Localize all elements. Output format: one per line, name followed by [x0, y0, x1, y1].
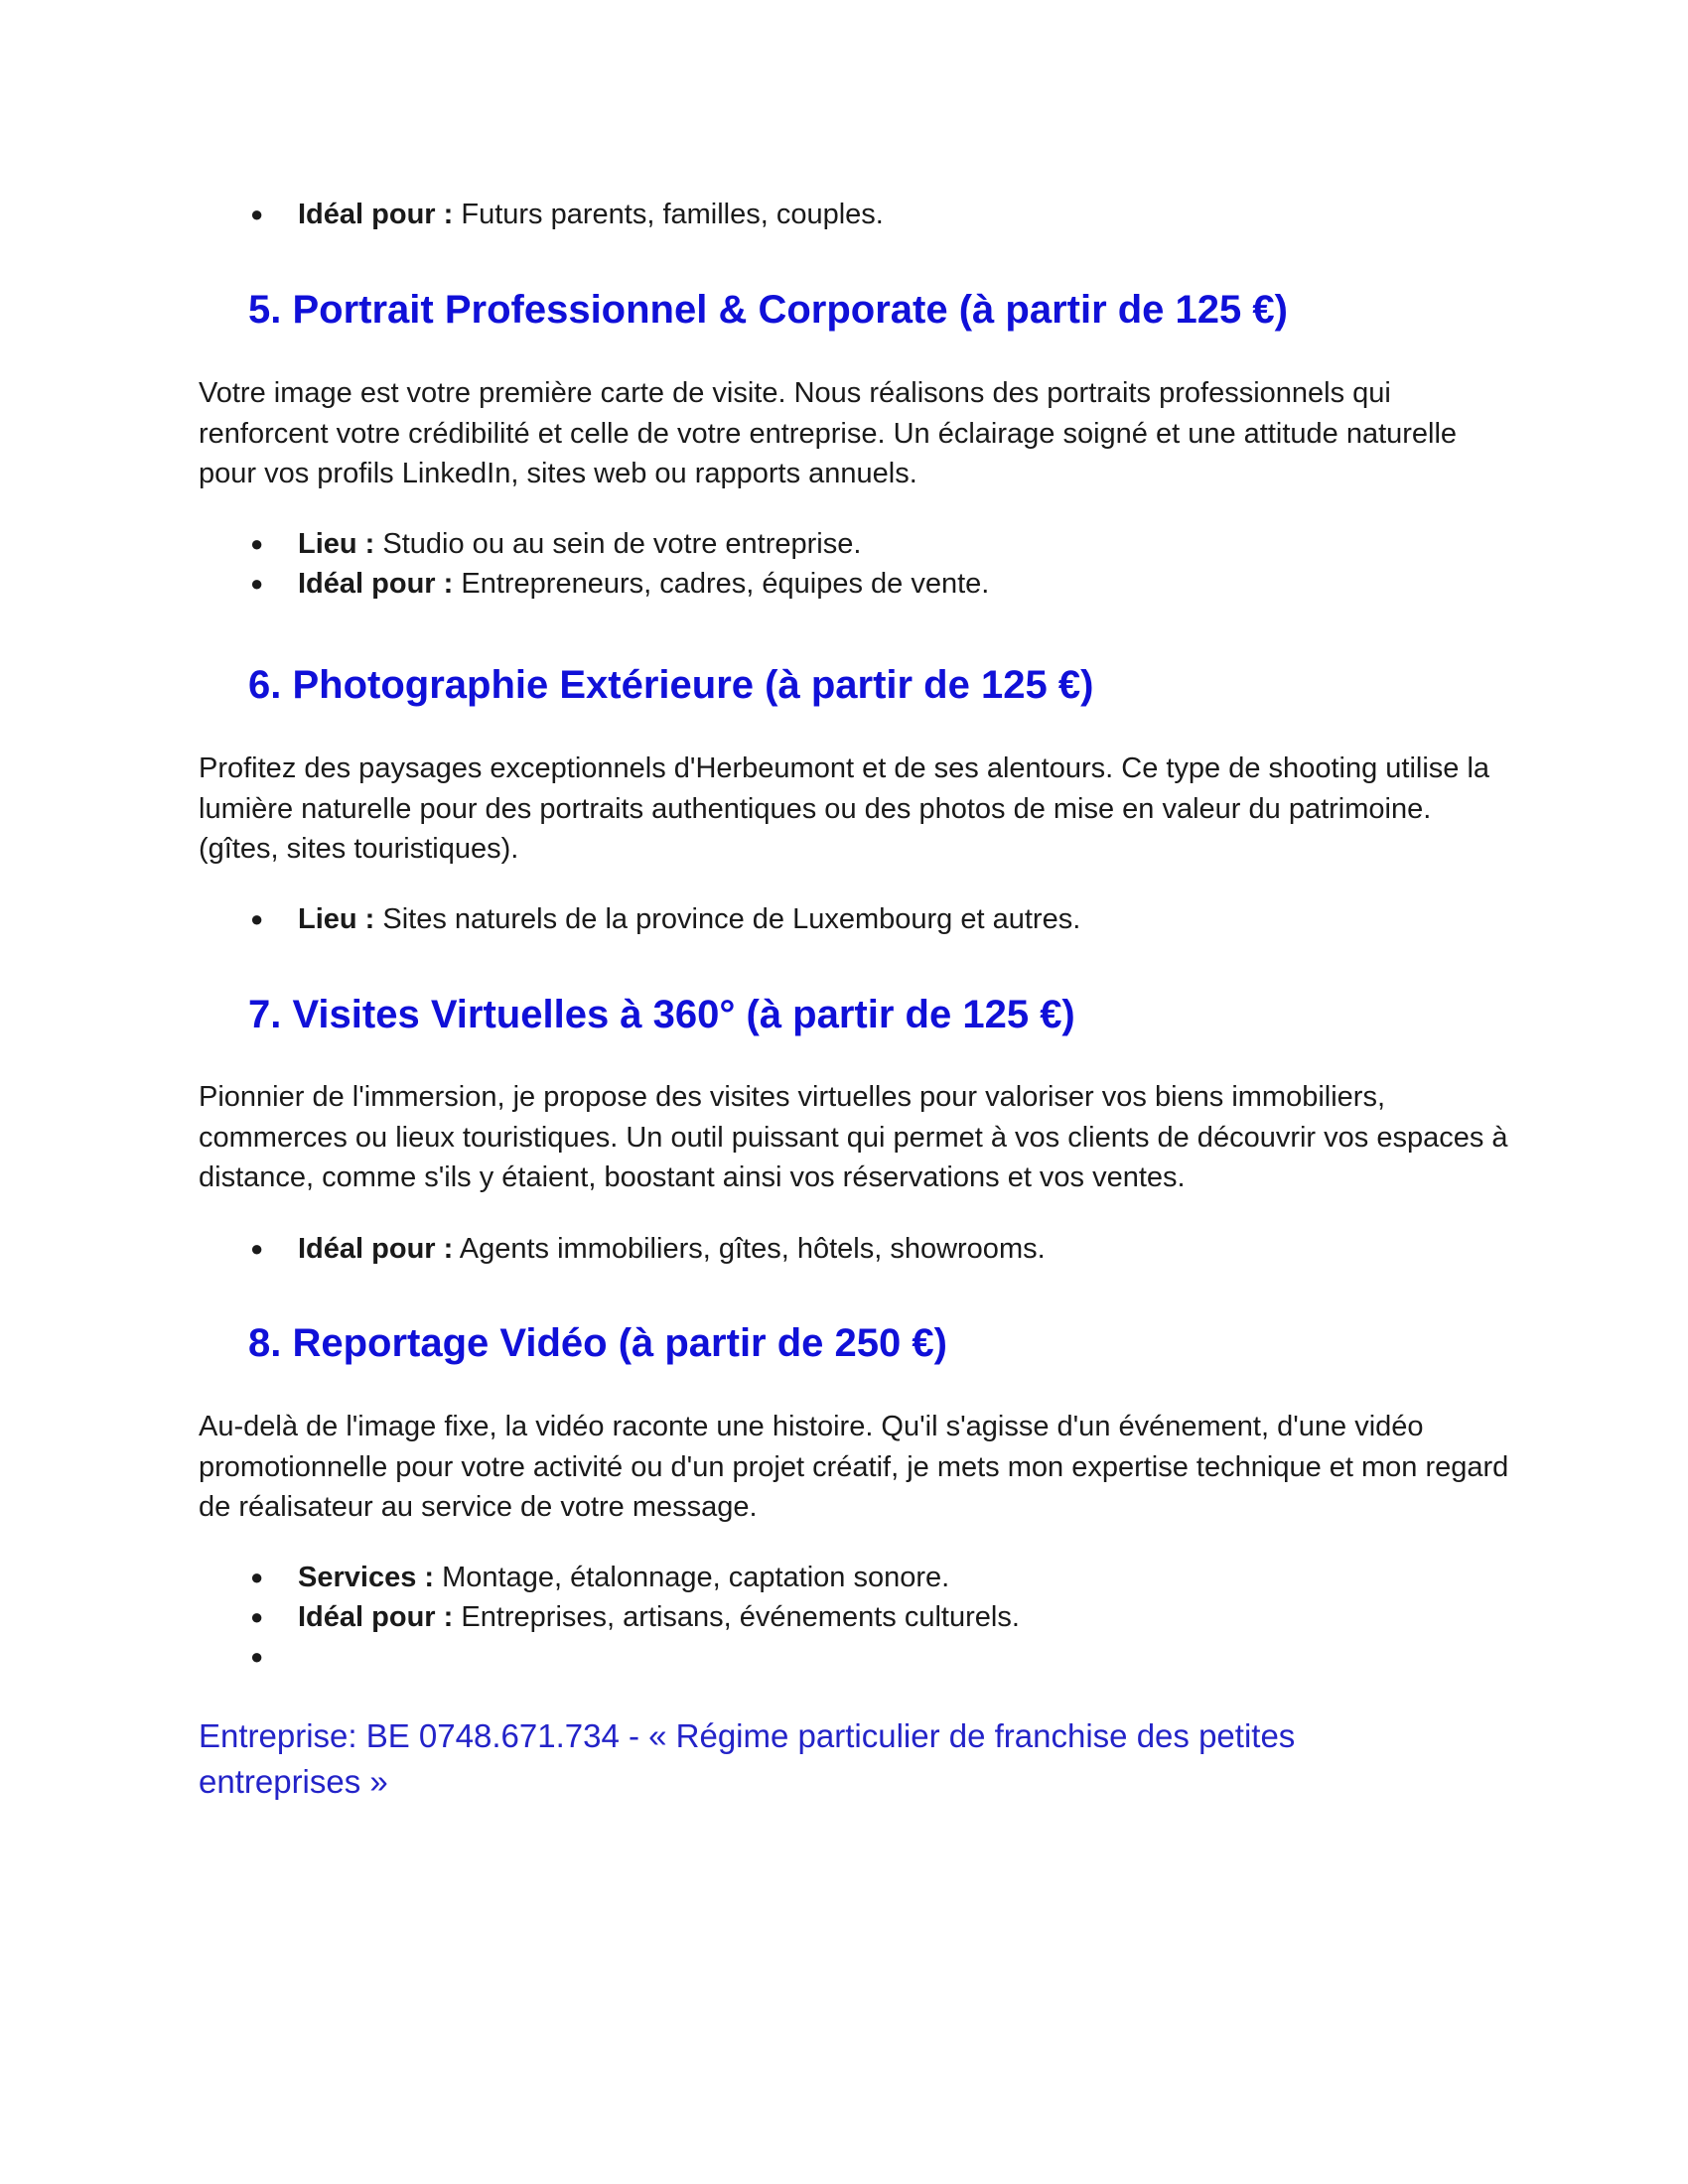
- bullet-text: Futurs parents, familles, couples.: [453, 199, 884, 230]
- bullet-icon: ●: [250, 571, 264, 596]
- section-paragraph-7: Pionnier de l'immersion, je propose des visites virtuelles pour valoriser vos biens immobiliers, commerces ou lieux touristiques. Un outil puissant qui permet à vos clients de découvrir vos espaces à distance, comme s'ils y étaient, boostant ainsi vos réservations et vos ventes.: [199, 1081, 1508, 1193]
- bullet-label: Idéal pour :: [298, 199, 454, 230]
- section-bullets-7: [199, 1229, 1509, 1269]
- bullet-label: Idéal pour :: [298, 1233, 454, 1265]
- list-item: [199, 1597, 1509, 1637]
- section-bullets-8: [199, 1558, 1509, 1677]
- section-heading-7: 7. Visites Virtuelles à 360° (à partir de 125 €): [248, 993, 1075, 1036]
- bullet-icon: ●: [250, 1565, 264, 1589]
- list-item: [199, 524, 1509, 564]
- section-bullets-5: [199, 524, 1509, 604]
- company-note-line-1: Entreprise: BE 0748.671.734 - « Régime particulier de franchise des petites: [199, 1717, 1296, 1754]
- section-paragraph-6: Profitez des paysages exceptionnels d'Herbeumont et de ses alentours. Ce type de shooting utilise la lumière naturelle pour des portraits authentiques ou des photos de mise en valeur du patrimoine. (gîtes, sites touristiques).: [199, 752, 1490, 865]
- top-bullet-list: [199, 195, 1509, 234]
- bullet-icon: ●: [250, 906, 264, 931]
- bullet-text: Sites naturels de la province de Luxembourg et autres.: [374, 903, 1081, 935]
- bullet-text: Studio ou au sein de votre entreprise.: [374, 528, 862, 560]
- list-item: [199, 195, 1509, 234]
- list-item: [199, 1229, 1509, 1269]
- bullet-label: Idéal pour :: [298, 568, 454, 600]
- bullet-icon: ●: [250, 202, 264, 226]
- list-item-empty: [199, 1637, 1509, 1677]
- bullet-text: Agents immobiliers, gîtes, hôtels, showrooms.: [453, 1233, 1046, 1265]
- list-item: [199, 1558, 1509, 1597]
- section-heading-5: 5. Portrait Professionnel & Corporate (à partir de 125 €): [248, 288, 1288, 332]
- bullet-text: Montage, étalonnage, captation sonore.: [434, 1562, 950, 1593]
- company-note-line-2: entreprises »: [199, 1763, 388, 1800]
- bullet-text: Entrepreneurs, cadres, équipes de vente.: [453, 568, 990, 600]
- list-item: [199, 564, 1509, 604]
- bullet-label: Services :: [298, 1562, 435, 1593]
- section-bullets-6: [199, 899, 1509, 939]
- bullet-icon: ●: [250, 1604, 264, 1629]
- bullet-icon: ●: [250, 1644, 264, 1669]
- bullet-text: Entreprises, artisans, événements culturels.: [453, 1601, 1020, 1633]
- bullet-label: Lieu :: [298, 528, 375, 560]
- bullet-icon: ●: [250, 1236, 264, 1261]
- bullet-label: Idéal pour :: [298, 1601, 454, 1633]
- company-registration-note: [199, 1713, 1390, 1805]
- section-heading-8: 8. Reportage Vidéo (à partir de 250 €): [248, 1321, 947, 1365]
- section-heading-6: 6. Photographie Extérieure (à partir de 125 €): [248, 663, 1094, 707]
- section-paragraph-8: Au-delà de l'image fixe, la vidéo raconte une histoire. Qu'il s'agisse d'un événement, d'une vidéo promotionnelle pour votre activité ou d'un projet créatif, je mets mon expertise technique et mon regard de réalisateur au service de votre message.: [199, 1411, 1509, 1523]
- bullet-label: Lieu :: [298, 903, 375, 935]
- section-paragraph-5: Votre image est votre première carte de visite. Nous réalisons des portraits professionnels qui renforcent votre crédibilité et celle de votre entreprise. Un éclairage soigné et une attitude naturelle pour vos profils LinkedIn, sites web ou rapports annuels.: [199, 377, 1458, 489]
- bullet-icon: ●: [250, 531, 264, 556]
- list-item: [199, 899, 1509, 939]
